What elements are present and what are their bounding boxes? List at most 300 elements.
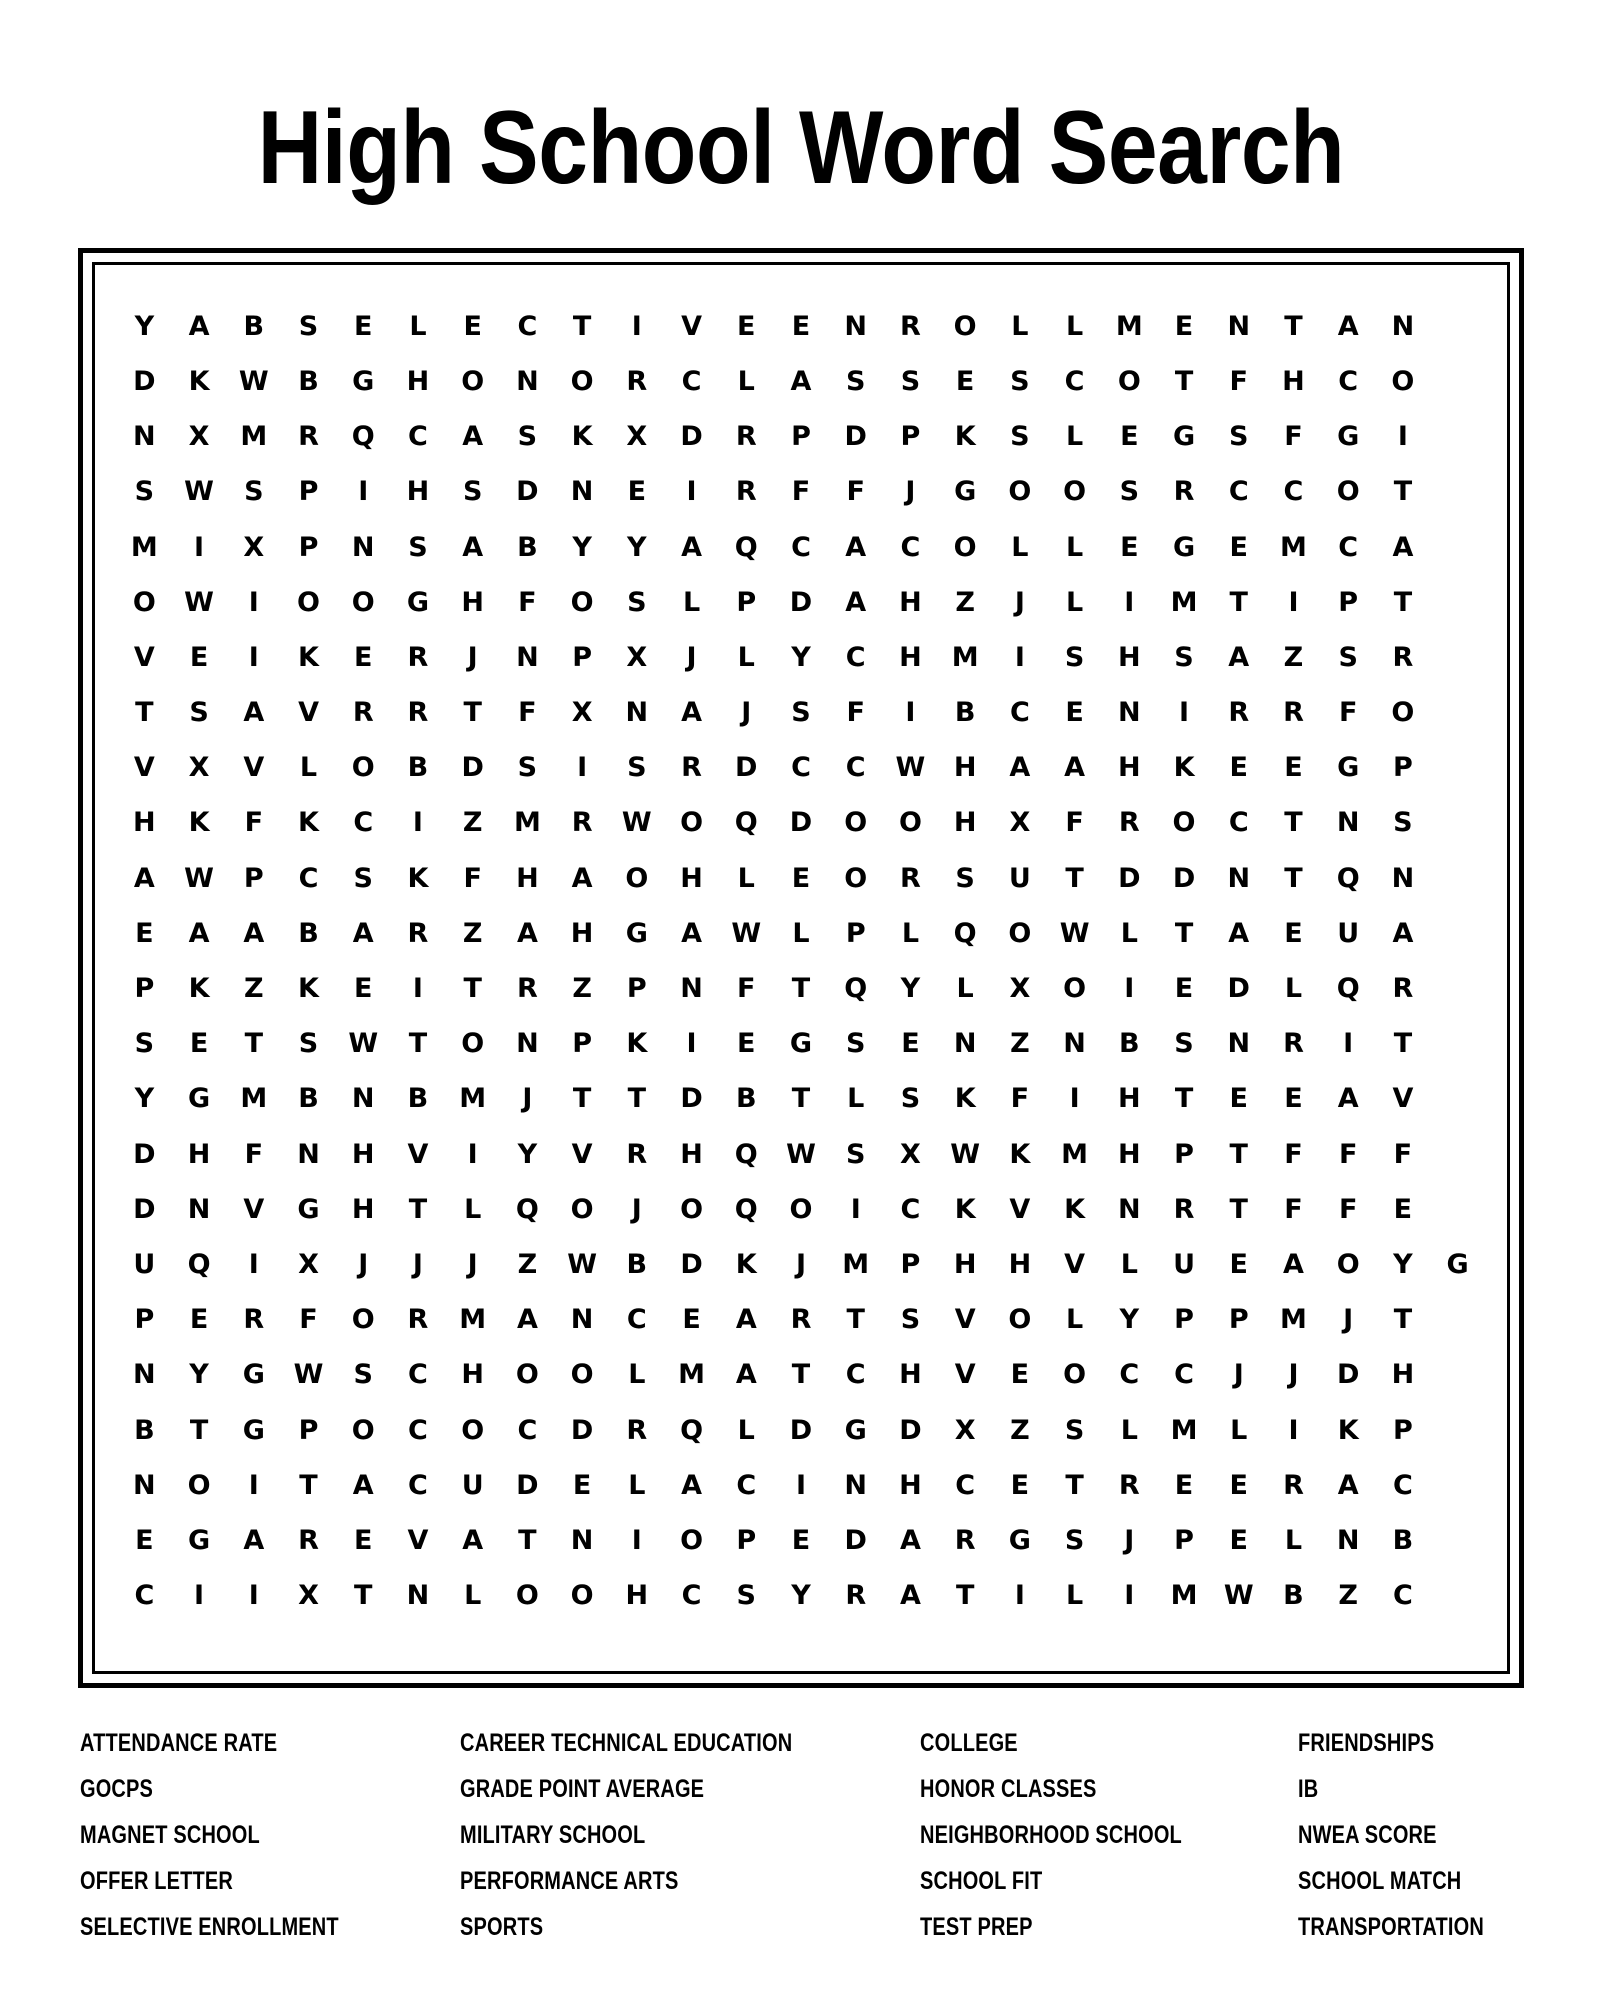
grid-cell[interactable]: [1430, 409, 1485, 464]
grid-cell[interactable]: N: [570, 1524, 594, 1556]
grid-cell[interactable]: A: [790, 365, 812, 397]
grid-cell[interactable]: Q: [1336, 862, 1360, 894]
grid-cell[interactable]: B: [298, 917, 319, 949]
grid-cell[interactable]: H: [570, 917, 594, 949]
grid-cell[interactable]: C: [681, 1580, 702, 1612]
grid-cell[interactable]: K: [298, 807, 319, 839]
grid-cell[interactable]: Y: [134, 1083, 155, 1115]
grid-cell[interactable]: F: [846, 476, 865, 508]
grid-cell[interactable]: [1430, 1402, 1485, 1457]
grid-cell[interactable]: I: [631, 310, 642, 342]
grid-cell[interactable]: D: [1227, 973, 1250, 1005]
grid-cell[interactable]: R: [735, 476, 757, 508]
grid-cell[interactable]: S: [1119, 476, 1140, 508]
grid-cell[interactable]: E: [791, 862, 811, 894]
grid-cell[interactable]: P: [845, 917, 866, 949]
grid-cell[interactable]: D: [516, 476, 539, 508]
grid-cell[interactable]: O: [351, 1304, 375, 1336]
grid-cell[interactable]: J: [1343, 1304, 1354, 1336]
grid-cell[interactable]: E: [572, 1469, 592, 1501]
grid-cell[interactable]: R: [845, 1580, 867, 1612]
grid-cell[interactable]: G: [187, 1524, 211, 1556]
grid-cell[interactable]: C: [408, 1414, 428, 1446]
grid-cell[interactable]: O: [570, 1580, 594, 1612]
grid-cell[interactable]: H: [1391, 1359, 1415, 1391]
grid-cell[interactable]: Y: [189, 1359, 209, 1391]
grid-cell[interactable]: S: [627, 586, 647, 618]
grid-cell[interactable]: H: [680, 1138, 703, 1170]
grid-cell[interactable]: A: [681, 1469, 702, 1501]
grid-cell[interactable]: T: [1065, 1469, 1084, 1501]
grid-cell[interactable]: E: [1284, 917, 1303, 949]
grid-cell[interactable]: W: [1223, 1580, 1254, 1612]
grid-cell[interactable]: U: [1008, 862, 1031, 894]
grid-cell[interactable]: E: [1120, 531, 1139, 563]
grid-cell[interactable]: F: [518, 697, 537, 729]
grid-cell[interactable]: E: [354, 1524, 373, 1556]
grid-cell[interactable]: L: [628, 1469, 646, 1501]
grid-cell[interactable]: C: [791, 752, 811, 784]
grid-cell[interactable]: H: [899, 586, 922, 618]
grid-cell[interactable]: B: [1283, 1580, 1304, 1612]
grid-cell[interactable]: R: [1392, 641, 1414, 673]
grid-cell[interactable]: [1430, 1458, 1485, 1513]
grid-cell[interactable]: D: [1336, 1359, 1360, 1391]
grid-cell[interactable]: I: [1179, 697, 1190, 729]
grid-cell[interactable]: M: [1170, 586, 1198, 618]
grid-cell[interactable]: H: [187, 1138, 211, 1170]
grid-cell[interactable]: C: [845, 1359, 866, 1391]
grid-cell[interactable]: [1430, 906, 1485, 961]
grid-cell[interactable]: J: [631, 1193, 642, 1225]
grid-cell[interactable]: A: [1392, 531, 1414, 563]
grid-cell[interactable]: F: [244, 1138, 264, 1170]
grid-cell[interactable]: E: [1010, 1359, 1030, 1391]
grid-cell[interactable]: F: [299, 1304, 318, 1336]
grid-cell[interactable]: F: [244, 807, 264, 839]
grid-cell[interactable]: O: [461, 365, 485, 397]
grid-cell[interactable]: O: [844, 807, 868, 839]
grid-cell[interactable]: Z: [1338, 1580, 1358, 1612]
grid-cell[interactable]: P: [1393, 1414, 1413, 1446]
grid-cell[interactable]: B: [407, 752, 429, 784]
grid-cell[interactable]: D: [899, 1414, 922, 1446]
grid-cell[interactable]: E: [1065, 697, 1084, 729]
grid-cell[interactable]: E: [189, 1304, 209, 1336]
grid-cell[interactable]: O: [1063, 476, 1087, 508]
grid-cell[interactable]: I: [1343, 1028, 1354, 1060]
grid-cell[interactable]: K: [188, 365, 210, 397]
grid-cell[interactable]: L: [737, 641, 755, 673]
grid-cell[interactable]: Q: [734, 531, 758, 563]
grid-cell[interactable]: T: [408, 1028, 428, 1060]
grid-cell[interactable]: A: [1337, 1083, 1359, 1115]
grid-cell[interactable]: [1430, 1126, 1485, 1181]
grid-cell[interactable]: E: [737, 310, 756, 342]
grid-cell[interactable]: I: [850, 1193, 861, 1225]
grid-cell[interactable]: S: [189, 697, 209, 729]
grid-cell[interactable]: S: [517, 421, 538, 453]
grid-cell[interactable]: L: [1120, 917, 1138, 949]
grid-cell[interactable]: C: [517, 1414, 538, 1446]
grid-cell[interactable]: V: [407, 1138, 429, 1170]
grid-cell[interactable]: I: [1014, 641, 1025, 673]
grid-cell[interactable]: E: [791, 310, 811, 342]
grid-cell[interactable]: L: [1065, 1580, 1084, 1612]
grid-cell[interactable]: K: [407, 862, 429, 894]
grid-cell[interactable]: Q: [187, 1248, 211, 1280]
grid-cell[interactable]: R: [243, 1304, 265, 1336]
grid-cell[interactable]: N: [187, 1193, 211, 1225]
grid-cell[interactable]: O: [461, 1414, 485, 1446]
grid-cell[interactable]: A: [1337, 310, 1359, 342]
grid-cell[interactable]: V: [243, 752, 265, 784]
grid-cell[interactable]: S: [1174, 1028, 1194, 1060]
grid-cell[interactable]: W: [786, 1138, 816, 1170]
grid-cell[interactable]: D: [735, 752, 758, 784]
grid-cell[interactable]: R: [1118, 807, 1140, 839]
grid-cell[interactable]: C: [900, 1193, 921, 1225]
grid-cell[interactable]: B: [954, 697, 976, 729]
grid-cell[interactable]: E: [354, 973, 373, 1005]
grid-cell[interactable]: L: [792, 917, 810, 949]
grid-cell[interactable]: L: [464, 1193, 482, 1225]
grid-cell[interactable]: [1430, 1071, 1485, 1126]
grid-cell[interactable]: N: [1118, 697, 1141, 729]
grid-cell[interactable]: I: [412, 973, 423, 1005]
grid-cell[interactable]: N: [1227, 1028, 1251, 1060]
grid-cell[interactable]: E: [354, 641, 373, 673]
grid-cell[interactable]: N: [1336, 807, 1360, 839]
grid-cell[interactable]: T: [846, 1304, 865, 1336]
grid-cell[interactable]: C: [681, 365, 702, 397]
grid-cell[interactable]: [1430, 575, 1485, 630]
grid-cell[interactable]: T: [1393, 1028, 1413, 1060]
grid-cell[interactable]: D: [789, 807, 813, 839]
grid-cell[interactable]: T: [1393, 1304, 1413, 1336]
grid-cell[interactable]: E: [189, 641, 209, 673]
grid-cell[interactable]: C: [1338, 531, 1359, 563]
grid-cell[interactable]: Q: [680, 1414, 704, 1446]
grid-cell[interactable]: O: [461, 1028, 485, 1060]
grid-cell[interactable]: E: [737, 1028, 756, 1060]
grid-cell[interactable]: F: [1229, 365, 1248, 397]
grid-cell[interactable]: N: [406, 1580, 430, 1612]
grid-cell[interactable]: O: [570, 365, 594, 397]
grid-cell[interactable]: L: [1120, 1248, 1138, 1280]
grid-cell[interactable]: A: [243, 697, 265, 729]
grid-cell[interactable]: L: [1011, 531, 1029, 563]
grid-cell[interactable]: O: [132, 586, 156, 618]
grid-cell[interactable]: [1430, 1513, 1485, 1568]
grid-cell[interactable]: A: [352, 1469, 374, 1501]
grid-cell[interactable]: G: [1337, 421, 1360, 453]
grid-cell[interactable]: A: [845, 586, 867, 618]
grid-cell[interactable]: D: [1118, 862, 1141, 894]
grid-cell[interactable]: Q: [351, 421, 375, 453]
grid-cell[interactable]: J: [412, 1248, 423, 1280]
grid-cell[interactable]: P: [791, 421, 811, 453]
grid-cell[interactable]: S: [1229, 421, 1249, 453]
grid-cell[interactable]: A: [845, 531, 867, 563]
grid-cell[interactable]: N: [1391, 862, 1415, 894]
grid-cell[interactable]: H: [625, 1580, 649, 1612]
grid-cell[interactable]: C: [626, 1304, 647, 1336]
grid-cell[interactable]: W: [293, 1359, 324, 1391]
grid-cell[interactable]: T: [791, 973, 811, 1005]
grid-cell[interactable]: A: [735, 1304, 757, 1336]
grid-cell[interactable]: F: [846, 697, 865, 729]
grid-cell[interactable]: M: [240, 1083, 268, 1115]
grid-cell[interactable]: H: [680, 862, 703, 894]
grid-cell[interactable]: K: [954, 421, 976, 453]
grid-cell[interactable]: F: [1338, 1193, 1358, 1225]
grid-cell[interactable]: S: [298, 310, 319, 342]
grid-cell[interactable]: G: [1008, 1524, 1031, 1556]
grid-cell[interactable]: I: [1288, 1414, 1299, 1446]
grid-cell[interactable]: Y: [517, 1138, 538, 1170]
grid-cell[interactable]: K: [188, 973, 210, 1005]
grid-cell[interactable]: M: [1280, 531, 1307, 563]
grid-cell[interactable]: T: [463, 697, 482, 729]
grid-cell[interactable]: C: [353, 807, 374, 839]
grid-cell[interactable]: L: [1120, 1414, 1138, 1446]
grid-cell[interactable]: H: [133, 807, 156, 839]
grid-cell[interactable]: T: [572, 310, 592, 342]
grid-cell[interactable]: R: [298, 1524, 319, 1556]
grid-cell[interactable]: I: [686, 476, 697, 508]
grid-cell[interactable]: W: [950, 1138, 981, 1170]
grid-cell[interactable]: E: [1120, 421, 1139, 453]
grid-cell[interactable]: F: [1010, 1083, 1030, 1115]
grid-cell[interactable]: L: [409, 310, 427, 342]
grid-cell[interactable]: A: [1009, 752, 1031, 784]
grid-cell[interactable]: N: [1227, 862, 1251, 894]
grid-cell[interactable]: O: [680, 1193, 704, 1225]
grid-cell[interactable]: C: [1174, 1359, 1194, 1391]
grid-cell[interactable]: L: [1065, 1304, 1084, 1336]
grid-cell[interactable]: T: [1065, 862, 1084, 894]
grid-cell[interactable]: I: [248, 641, 259, 673]
grid-cell[interactable]: O: [515, 1580, 539, 1612]
grid-cell[interactable]: T: [1174, 365, 1194, 397]
grid-cell[interactable]: I: [631, 1524, 642, 1556]
grid-cell[interactable]: W: [731, 917, 762, 949]
grid-cell[interactable]: M: [1170, 1414, 1198, 1446]
grid-cell[interactable]: X: [298, 1580, 319, 1612]
grid-cell[interactable]: O: [1336, 1248, 1360, 1280]
grid-cell[interactable]: A: [681, 697, 702, 729]
grid-cell[interactable]: N: [133, 1359, 156, 1391]
grid-cell[interactable]: T: [408, 1193, 428, 1225]
grid-cell[interactable]: G: [1172, 421, 1196, 453]
grid-cell[interactable]: U: [461, 1469, 484, 1501]
grid-cell[interactable]: S: [1010, 421, 1030, 453]
grid-cell[interactable]: O: [898, 807, 922, 839]
grid-cell[interactable]: R: [626, 1138, 648, 1170]
grid-cell[interactable]: [1430, 685, 1485, 740]
grid-cell[interactable]: M: [1170, 1580, 1198, 1612]
grid-cell[interactable]: V: [133, 752, 155, 784]
grid-cell[interactable]: N: [625, 697, 649, 729]
grid-cell[interactable]: [1430, 1182, 1485, 1237]
grid-cell[interactable]: C: [1119, 1359, 1140, 1391]
grid-cell[interactable]: X: [1009, 973, 1031, 1005]
grid-cell[interactable]: N: [516, 1028, 539, 1060]
grid-cell[interactable]: N: [1227, 310, 1251, 342]
grid-cell[interactable]: R: [1118, 1469, 1140, 1501]
grid-cell[interactable]: L: [1065, 586, 1084, 618]
grid-cell[interactable]: R: [1283, 1469, 1304, 1501]
grid-cell[interactable]: A: [133, 862, 155, 894]
grid-cell[interactable]: S: [845, 1028, 866, 1060]
grid-cell[interactable]: O: [570, 1359, 594, 1391]
grid-cell[interactable]: D: [844, 1524, 867, 1556]
grid-cell[interactable]: T: [1229, 1193, 1248, 1225]
grid-cell[interactable]: U: [1337, 917, 1360, 949]
grid-cell[interactable]: I: [1288, 586, 1299, 618]
grid-cell[interactable]: O: [297, 586, 320, 618]
grid-cell[interactable]: O: [1063, 973, 1087, 1005]
grid-cell[interactable]: K: [1009, 1138, 1031, 1170]
grid-cell[interactable]: C: [1228, 807, 1249, 839]
grid-cell[interactable]: C: [845, 641, 866, 673]
grid-cell[interactable]: P: [626, 973, 647, 1005]
grid-cell[interactable]: S: [1064, 1524, 1085, 1556]
grid-cell[interactable]: E: [135, 1524, 154, 1556]
grid-cell[interactable]: V: [1009, 1193, 1031, 1225]
grid-cell[interactable]: E: [463, 310, 482, 342]
grid-cell[interactable]: W: [567, 1248, 597, 1280]
grid-cell[interactable]: C: [1338, 365, 1359, 397]
grid-cell[interactable]: S: [1338, 641, 1358, 673]
grid-cell[interactable]: H: [1118, 752, 1141, 784]
grid-cell[interactable]: R: [900, 862, 921, 894]
grid-cell[interactable]: H: [1118, 641, 1141, 673]
grid-cell[interactable]: E: [1229, 531, 1248, 563]
grid-cell[interactable]: W: [184, 586, 214, 618]
grid-cell[interactable]: N: [1063, 1028, 1086, 1060]
grid-cell[interactable]: X: [188, 421, 210, 453]
grid-cell[interactable]: R: [352, 697, 374, 729]
grid-cell[interactable]: G: [352, 365, 375, 397]
grid-cell[interactable]: T: [354, 1580, 373, 1612]
grid-cell[interactable]: O: [1391, 365, 1415, 397]
grid-cell[interactable]: [1430, 1016, 1485, 1071]
grid-cell[interactable]: O: [1172, 807, 1196, 839]
grid-cell[interactable]: R: [407, 641, 429, 673]
grid-cell[interactable]: S: [462, 476, 483, 508]
grid-cell[interactable]: N: [570, 476, 594, 508]
grid-cell[interactable]: G: [1172, 531, 1196, 563]
grid-cell[interactable]: W: [184, 862, 214, 894]
grid-cell[interactable]: O: [1008, 476, 1032, 508]
grid-cell[interactable]: V: [407, 1524, 429, 1556]
grid-cell[interactable]: D: [680, 421, 703, 453]
grid-cell[interactable]: R: [1173, 476, 1195, 508]
grid-cell[interactable]: B: [1119, 1028, 1140, 1060]
grid-cell[interactable]: K: [298, 973, 319, 1005]
grid-cell[interactable]: I: [248, 1580, 259, 1612]
grid-cell[interactable]: C: [408, 1469, 428, 1501]
grid-cell[interactable]: P: [134, 973, 155, 1005]
grid-cell[interactable]: I: [358, 476, 369, 508]
grid-cell[interactable]: C: [517, 310, 538, 342]
grid-cell[interactable]: M: [459, 1083, 487, 1115]
grid-cell[interactable]: T: [1284, 862, 1303, 894]
grid-cell[interactable]: [1430, 630, 1485, 685]
grid-cell[interactable]: A: [899, 1580, 921, 1612]
grid-cell[interactable]: E: [1010, 1469, 1030, 1501]
grid-cell[interactable]: D: [789, 1414, 813, 1446]
grid-cell[interactable]: C: [1392, 1469, 1413, 1501]
grid-cell[interactable]: S: [900, 1304, 921, 1336]
grid-cell[interactable]: N: [680, 973, 703, 1005]
grid-cell[interactable]: W: [621, 807, 652, 839]
grid-cell[interactable]: A: [1064, 752, 1086, 784]
grid-cell[interactable]: H: [461, 586, 484, 618]
grid-cell[interactable]: Q: [734, 807, 758, 839]
grid-cell[interactable]: S: [298, 1028, 319, 1060]
grid-cell[interactable]: K: [954, 1193, 976, 1225]
grid-cell[interactable]: E: [1229, 1524, 1248, 1556]
grid-cell[interactable]: G: [242, 1359, 265, 1391]
grid-cell[interactable]: L: [737, 365, 755, 397]
grid-cell[interactable]: A: [1228, 641, 1250, 673]
grid-cell[interactable]: H: [953, 1248, 977, 1280]
grid-cell[interactable]: R: [407, 1304, 429, 1336]
grid-cell[interactable]: [1430, 1292, 1485, 1347]
grid-cell[interactable]: I: [795, 1469, 807, 1501]
grid-cell[interactable]: A: [516, 1304, 538, 1336]
grid-cell[interactable]: Z: [955, 586, 975, 618]
grid-cell[interactable]: M: [1061, 1138, 1089, 1170]
grid-cell[interactable]: O: [953, 310, 977, 342]
grid-cell[interactable]: L: [956, 973, 974, 1005]
grid-cell[interactable]: O: [1336, 476, 1360, 508]
grid-cell[interactable]: D: [133, 365, 156, 397]
grid-cell[interactable]: F: [1393, 1138, 1413, 1170]
grid-cell[interactable]: C: [1283, 476, 1304, 508]
grid-cell[interactable]: C: [736, 1469, 757, 1501]
grid-cell[interactable]: R: [954, 1524, 976, 1556]
grid-cell[interactable]: Y: [791, 1580, 811, 1612]
grid-cell[interactable]: A: [243, 1524, 265, 1556]
grid-cell[interactable]: [1430, 354, 1485, 409]
grid-cell[interactable]: M: [513, 807, 541, 839]
grid-cell[interactable]: M: [842, 1248, 870, 1280]
grid-cell[interactable]: K: [1337, 1414, 1359, 1446]
grid-cell[interactable]: O: [570, 1193, 594, 1225]
grid-cell[interactable]: C: [791, 531, 811, 563]
grid-cell[interactable]: F: [1338, 697, 1358, 729]
grid-cell[interactable]: J: [467, 641, 478, 673]
grid-cell[interactable]: T: [791, 1083, 811, 1115]
grid-cell[interactable]: K: [571, 421, 593, 453]
grid-cell[interactable]: J: [905, 476, 916, 508]
grid-cell[interactable]: O: [844, 862, 868, 894]
grid-cell[interactable]: B: [243, 310, 265, 342]
grid-cell[interactable]: H: [1118, 1083, 1141, 1115]
grid-cell[interactable]: E: [354, 310, 373, 342]
grid-cell[interactable]: N: [1118, 1193, 1141, 1225]
grid-cell[interactable]: Z: [1283, 641, 1304, 673]
grid-cell[interactable]: N: [844, 1469, 868, 1501]
grid-cell[interactable]: E: [1229, 1469, 1248, 1501]
grid-cell[interactable]: M: [951, 641, 979, 673]
grid-cell[interactable]: B: [517, 531, 538, 563]
grid-cell[interactable]: F: [737, 973, 756, 1005]
